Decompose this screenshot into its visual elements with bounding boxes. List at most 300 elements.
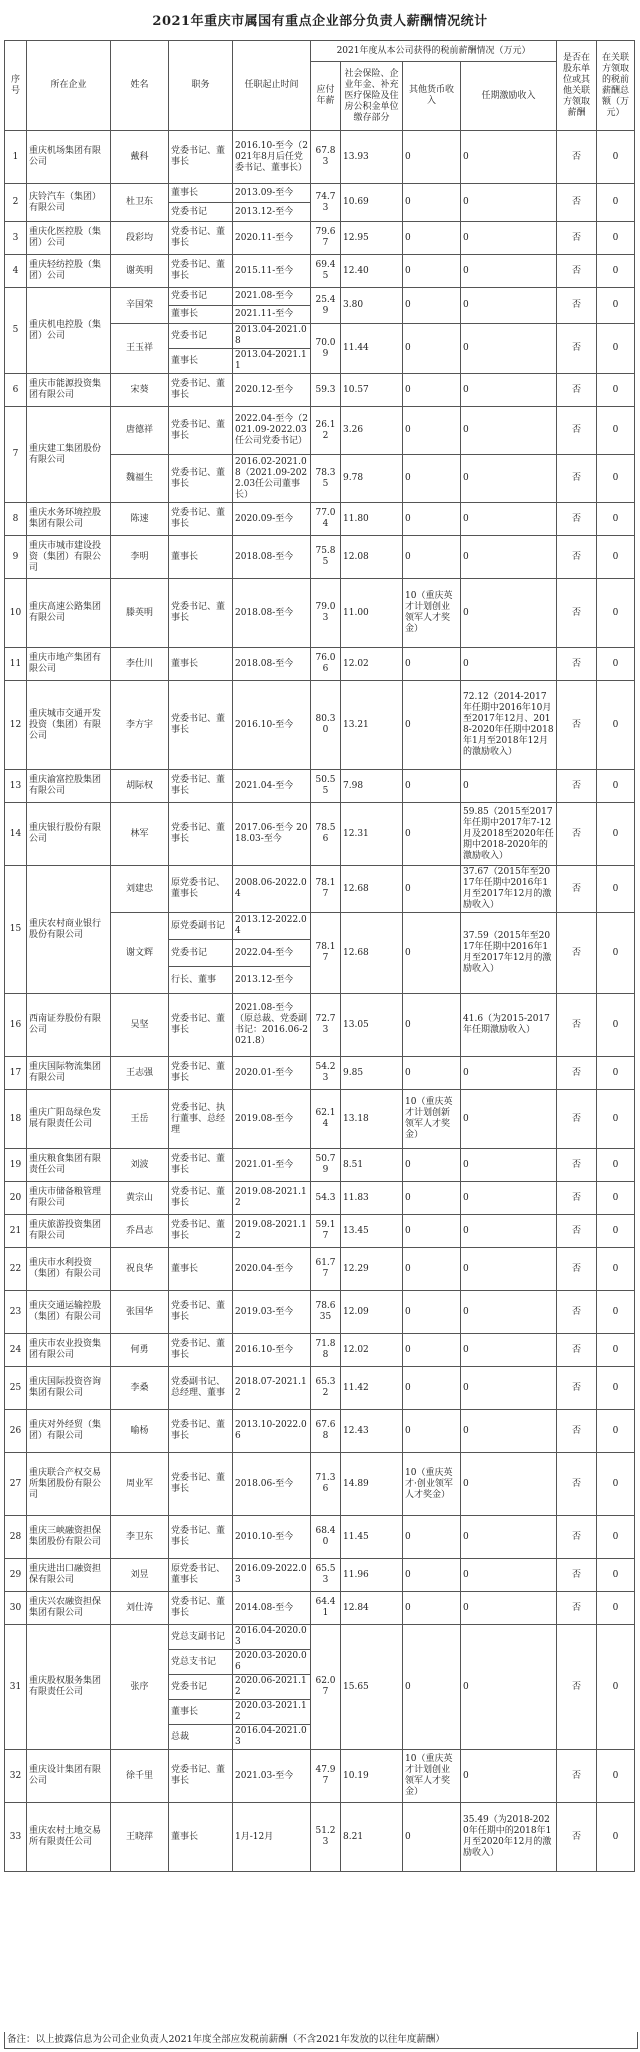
row-related-pay: 0 — [597, 1367, 635, 1410]
row-related-pay: 0 — [597, 681, 635, 770]
col-position: 职务 — [169, 41, 233, 131]
row-term: 2021.08-至今（原总裁、党委副书记：2016.06-2021.8） — [233, 994, 311, 1057]
row-social-insurance: 13.05 — [341, 994, 403, 1057]
row-other-income: 0 — [403, 1334, 461, 1367]
row-term: 2018.08-至今 — [233, 648, 311, 681]
table-row — [5, 1750, 635, 1803]
row-term: 2018.08-至今 — [233, 536, 311, 579]
row-term: 1月-12月 — [233, 1803, 311, 1872]
row-seq: 3 — [5, 222, 27, 255]
row-annual-salary: 68.40 — [311, 1516, 341, 1559]
table-row — [5, 222, 635, 255]
row-name: 刘仕涛 — [111, 1592, 169, 1625]
row-company: 重庆对外经贸（集团）有限公司 — [27, 1410, 111, 1453]
row-related-pay: 0 — [597, 288, 635, 324]
salary-table — [4, 40, 635, 1872]
row-term: 2021.08-至今 — [233, 288, 311, 306]
row-annual-salary: 74.73 — [311, 184, 341, 222]
row-social-insurance: 12.68 — [341, 913, 403, 994]
col-incentive: 任期激励收入 — [461, 62, 557, 131]
row-related-pay: 0 — [597, 913, 635, 994]
row-social-insurance: 9.78 — [341, 455, 403, 503]
row-term: 2013.04-2021.08 — [233, 324, 311, 349]
row-company: 重庆建工集团股份有限公司 — [27, 407, 111, 503]
row-annual-salary: 70.09 — [311, 324, 341, 374]
row-shareholder-pay: 否 — [557, 1625, 597, 1750]
table-row — [5, 184, 635, 203]
row-term: 2018.06-至今 — [233, 1453, 311, 1516]
table-row — [5, 681, 635, 770]
row-related-pay: 0 — [597, 1592, 635, 1625]
row-shareholder-pay: 否 — [557, 1750, 597, 1803]
row-annual-salary: 62.14 — [311, 1090, 341, 1149]
table-row — [5, 1182, 635, 1215]
row-social-insurance: 9.85 — [341, 1057, 403, 1090]
row-term: 2016.09-2022.03 — [233, 1559, 311, 1592]
row-shareholder-pay: 否 — [557, 324, 597, 374]
table-row — [5, 536, 635, 579]
row-position: 党委书记、董事长 — [169, 1592, 233, 1625]
row-position: 党委书记 — [169, 288, 233, 306]
row-name: 刘昱 — [111, 1559, 169, 1592]
row-shareholder-pay: 否 — [557, 1215, 597, 1248]
row-shareholder-pay: 否 — [557, 222, 597, 255]
row-social-insurance: 12.43 — [341, 1410, 403, 1453]
row-shareholder-pay: 否 — [557, 503, 597, 536]
row-social-insurance: 12.29 — [341, 1248, 403, 1291]
row-related-pay: 0 — [597, 503, 635, 536]
row-incentive: 0 — [461, 1291, 557, 1334]
table-row — [5, 579, 635, 648]
row-incentive: 0 — [461, 579, 557, 648]
header-row-1 — [5, 41, 635, 62]
row-related-pay: 0 — [597, 994, 635, 1057]
row-annual-salary: 67.83 — [311, 131, 341, 184]
row-incentive: 0 — [461, 1057, 557, 1090]
col-group: 2021年度从本公司获得的税前薪酬情况（万元） — [311, 41, 557, 62]
row-position: 原党委书记、董事长 — [169, 866, 233, 913]
row-shareholder-pay: 否 — [557, 1057, 597, 1090]
row-related-pay: 0 — [597, 324, 635, 374]
page-title: 2021年重庆市属国有重点企业部分负责人薪酬情况统计 — [152, 14, 488, 29]
row-shareholder-pay: 否 — [557, 648, 597, 681]
row-company: 重庆市城市建设投资（集团）有限公司 — [27, 536, 111, 579]
row-other-income: 0 — [403, 455, 461, 503]
row-social-insurance: 12.02 — [341, 1334, 403, 1367]
row-shareholder-pay: 否 — [557, 1149, 597, 1182]
table-row — [5, 1559, 635, 1592]
row-position: 党委书记、董事长 — [169, 994, 233, 1057]
row-name: 唐德祥 — [111, 407, 169, 455]
row-seq: 32 — [5, 1750, 27, 1803]
row-term: 2020.01-至今 — [233, 1057, 311, 1090]
row-related-pay: 0 — [597, 1625, 635, 1750]
row-social-insurance: 15.65 — [341, 1625, 403, 1750]
row-incentive: 0 — [461, 1750, 557, 1803]
row-term: 2018.07-2021.12 — [233, 1367, 311, 1410]
row-incentive: 0 — [461, 1410, 557, 1453]
row-term: 2020.06-2021.12 — [233, 1675, 311, 1700]
row-position: 总裁 — [169, 1725, 233, 1750]
row-other-income: 10（重庆英才计划创业领军人才奖金） — [403, 1750, 461, 1803]
row-name: 徐千里 — [111, 1750, 169, 1803]
row-incentive: 0 — [461, 503, 557, 536]
row-seq: 16 — [5, 994, 27, 1057]
row-position: 董事长 — [169, 349, 233, 374]
row-position: 党委书记 — [169, 1675, 233, 1700]
row-term: 2013.04-2021.11 — [233, 349, 311, 374]
row-seq: 1 — [5, 131, 27, 184]
row-annual-salary: 54.23 — [311, 1057, 341, 1090]
row-company: 重庆机场集团有限公司 — [27, 131, 111, 184]
row-company: 重庆交通运输控股（集团）有限公司 — [27, 1291, 111, 1334]
row-name: 刘建忠 — [111, 866, 169, 913]
row-name: 周业军 — [111, 1453, 169, 1516]
table-body — [5, 131, 635, 1872]
row-seq: 13 — [5, 770, 27, 803]
row-annual-salary: 76.06 — [311, 648, 341, 681]
row-other-income: 0 — [403, 1215, 461, 1248]
row-annual-salary: 75.85 — [311, 536, 341, 579]
row-other-income: 0 — [403, 1057, 461, 1090]
row-position: 党委书记、董事长 — [169, 503, 233, 536]
row-social-insurance: 11.00 — [341, 579, 403, 648]
row-seq: 28 — [5, 1516, 27, 1559]
table-row — [5, 866, 635, 913]
row-other-income: 0 — [403, 770, 461, 803]
row-company: 重庆市能源投资集团有限公司 — [27, 374, 111, 407]
table-row — [5, 1291, 635, 1334]
row-other-income: 0 — [403, 255, 461, 288]
row-annual-salary: 64.41 — [311, 1592, 341, 1625]
row-other-income: 0 — [403, 1625, 461, 1750]
row-position: 董事长 — [169, 1803, 233, 1872]
row-other-income: 0 — [403, 1410, 461, 1453]
table-row — [5, 648, 635, 681]
row-related-pay: 0 — [597, 1215, 635, 1248]
row-related-pay: 0 — [597, 374, 635, 407]
row-shareholder-pay: 否 — [557, 184, 597, 222]
row-incentive: 0 — [461, 1149, 557, 1182]
row-incentive: 59.85（2015至2017年任期中2017年7-12月及2018至2020年任期中2018-2020年的激励收入） — [461, 803, 557, 866]
row-social-insurance: 13.21 — [341, 681, 403, 770]
row-incentive: 0 — [461, 131, 557, 184]
row-position: 党委书记、董事长 — [169, 407, 233, 455]
row-position: 董事长 — [169, 648, 233, 681]
row-seq: 12 — [5, 681, 27, 770]
row-position: 党总支副书记 — [169, 1625, 233, 1650]
row-related-pay: 0 — [597, 131, 635, 184]
row-term: 2016.04-2020.03 — [233, 1625, 311, 1650]
row-incentive: 0 — [461, 1215, 557, 1248]
row-related-pay: 0 — [597, 222, 635, 255]
row-seq: 7 — [5, 407, 27, 503]
row-term: 2015.11-至今 — [233, 255, 311, 288]
table-row — [5, 1334, 635, 1367]
row-shareholder-pay: 否 — [557, 1248, 597, 1291]
row-shareholder-pay: 否 — [557, 1182, 597, 1215]
row-annual-salary: 72.73 — [311, 994, 341, 1057]
row-term: 2013.10-2022.06 — [233, 1410, 311, 1453]
row-company: 重庆股权服务集团有限责任公司 — [27, 1625, 111, 1750]
row-name: 王玉祥 — [111, 324, 169, 374]
table-row — [5, 407, 635, 455]
row-other-income: 0 — [403, 222, 461, 255]
row-term: 2013.09-至今 — [233, 184, 311, 203]
row-incentive: 72.12（2014-2017年任期中2016年10月至2017年12月、2018-2020年任期中2018年1月至2018年12月的激励收入） — [461, 681, 557, 770]
row-social-insurance: 10.57 — [341, 374, 403, 407]
row-term: 2019.08-2021.12 — [233, 1215, 311, 1248]
table-row — [5, 1248, 635, 1291]
row-social-insurance: 11.80 — [341, 503, 403, 536]
row-social-insurance: 3.80 — [341, 288, 403, 324]
row-incentive: 0 — [461, 407, 557, 455]
table-row — [5, 1516, 635, 1559]
row-related-pay: 0 — [597, 1750, 635, 1803]
row-position: 党委书记、董事长 — [169, 681, 233, 770]
row-term: 2010.10-至今 — [233, 1516, 311, 1559]
row-term: 2014.08-至今 — [233, 1592, 311, 1625]
row-position: 党委书记、董事长 — [169, 1149, 233, 1182]
row-other-income: 0 — [403, 994, 461, 1057]
row-related-pay: 0 — [597, 1453, 635, 1516]
row-name: 张国华 — [111, 1291, 169, 1334]
row-shareholder-pay: 否 — [557, 407, 597, 455]
row-social-insurance: 12.02 — [341, 648, 403, 681]
row-company: 重庆联合产权交易所集团股份有限公司 — [27, 1453, 111, 1516]
row-incentive: 37.59（2015年至2017年任期中2016年1月至2017年12月的激励收入） — [461, 913, 557, 994]
table-row — [5, 131, 635, 184]
row-annual-salary: 51.23 — [311, 1803, 341, 1872]
row-annual-salary: 78.17 — [311, 866, 341, 913]
row-shareholder-pay: 否 — [557, 1410, 597, 1453]
row-incentive: 0 — [461, 1516, 557, 1559]
row-other-income: 0 — [403, 407, 461, 455]
row-incentive: 0 — [461, 374, 557, 407]
row-other-income: 0 — [403, 184, 461, 222]
row-social-insurance: 11.45 — [341, 1516, 403, 1559]
row-related-pay: 0 — [597, 407, 635, 455]
row-other-income: 0 — [403, 1291, 461, 1334]
row-company: 重庆水务环境控股集团有限公司 — [27, 503, 111, 536]
row-name: 王晓萍 — [111, 1803, 169, 1872]
row-position: 董事长 — [169, 536, 233, 579]
row-position: 党委书记 — [169, 940, 233, 967]
row-position: 党委书记、董事长 — [169, 1516, 233, 1559]
row-term: 2021.04-至今 — [233, 770, 311, 803]
row-position: 行长、董事 — [169, 967, 233, 994]
row-name: 李明 — [111, 536, 169, 579]
row-seq: 2 — [5, 184, 27, 222]
row-term: 2016.04-2021.03 — [233, 1725, 311, 1750]
row-annual-salary: 79.67 — [311, 222, 341, 255]
row-position: 党委书记、董事长 — [169, 1453, 233, 1516]
row-other-income: 0 — [403, 1516, 461, 1559]
row-shareholder-pay: 否 — [557, 803, 597, 866]
row-name: 何勇 — [111, 1334, 169, 1367]
row-annual-salary: 54.3 — [311, 1182, 341, 1215]
row-seq: 4 — [5, 255, 27, 288]
row-seq: 21 — [5, 1215, 27, 1248]
row-shareholder-pay: 否 — [557, 255, 597, 288]
row-social-insurance: 14.89 — [341, 1453, 403, 1516]
row-other-income: 10（重庆英才计划创新领军人才奖金） — [403, 1090, 461, 1149]
row-related-pay: 0 — [597, 1090, 635, 1149]
row-term: 2016.10-至今（2021年8月后任党委书记、董事长） — [233, 131, 311, 184]
col-term: 任职起止时间 — [233, 41, 311, 131]
row-other-income: 0 — [403, 536, 461, 579]
row-related-pay: 0 — [597, 184, 635, 222]
col-social-insurance: 社会保险、企业年金、补充医疗保险及住房公积金单位缴存部分 — [341, 62, 403, 131]
table-row — [5, 1149, 635, 1182]
row-related-pay: 0 — [597, 1291, 635, 1334]
table-row — [5, 255, 635, 288]
row-incentive: 0 — [461, 1625, 557, 1750]
row-related-pay: 0 — [597, 1559, 635, 1592]
row-other-income: 0 — [403, 1182, 461, 1215]
table-row — [5, 1453, 635, 1516]
row-shareholder-pay: 否 — [557, 994, 597, 1057]
table-row — [5, 994, 635, 1057]
row-name: 魏福生 — [111, 455, 169, 503]
row-related-pay: 0 — [597, 648, 635, 681]
row-annual-salary: 65.53 — [311, 1559, 341, 1592]
row-position: 党总支书记 — [169, 1650, 233, 1675]
row-social-insurance: 10.69 — [341, 184, 403, 222]
row-company: 重庆银行股份有限公司 — [27, 803, 111, 866]
row-related-pay: 0 — [597, 579, 635, 648]
row-other-income: 10（重庆英才·创业领军人才奖金） — [403, 1453, 461, 1516]
row-other-income: 0 — [403, 1367, 461, 1410]
row-position: 党委书记、董事长 — [169, 579, 233, 648]
row-seq: 33 — [5, 1803, 27, 1872]
table-row — [5, 1057, 635, 1090]
row-annual-salary: 78.35 — [311, 455, 341, 503]
row-company: 重庆机电控股（集团）公司 — [27, 288, 111, 374]
row-social-insurance: 12.68 — [341, 866, 403, 913]
row-incentive: 0 — [461, 1453, 557, 1516]
row-position: 党委书记、董事长 — [169, 1057, 233, 1090]
row-annual-salary: 79.03 — [311, 579, 341, 648]
row-annual-salary: 78.635 — [311, 1291, 341, 1334]
row-incentive: 0 — [461, 184, 557, 222]
row-other-income: 0 — [403, 866, 461, 913]
row-company: 重庆化医控股（集团）公司 — [27, 222, 111, 255]
table-row — [5, 374, 635, 407]
row-company: 西南证券股份有限公司 — [27, 994, 111, 1057]
row-other-income: 0 — [403, 1149, 461, 1182]
row-shareholder-pay: 否 — [557, 681, 597, 770]
row-position: 董事长 — [169, 1700, 233, 1725]
row-position: 党委书记、董事长 — [169, 1334, 233, 1367]
row-incentive: 0 — [461, 770, 557, 803]
row-name: 黄宗山 — [111, 1182, 169, 1215]
row-shareholder-pay: 否 — [557, 1291, 597, 1334]
row-term: 2018.08-至今 — [233, 579, 311, 648]
row-name: 谢英明 — [111, 255, 169, 288]
row-name: 张序 — [111, 1625, 169, 1750]
row-incentive: 0 — [461, 255, 557, 288]
table-row — [5, 288, 635, 306]
row-related-pay: 0 — [597, 803, 635, 866]
row-company: 重庆市农业投资集团有限公司 — [27, 1334, 111, 1367]
row-term: 2020.03-2021.12 — [233, 1700, 311, 1725]
row-term: 2020.11-至今 — [233, 222, 311, 255]
row-annual-salary: 78.56 — [311, 803, 341, 866]
row-social-insurance: 3.26 — [341, 407, 403, 455]
row-company: 重庆旅游投资集团有限公司 — [27, 1215, 111, 1248]
row-social-insurance: 11.83 — [341, 1182, 403, 1215]
row-related-pay: 0 — [597, 1149, 635, 1182]
row-annual-salary: 26.12 — [311, 407, 341, 455]
row-position: 董事长 — [169, 1248, 233, 1291]
row-term: 2013.12-至今 — [233, 203, 311, 222]
row-incentive: 0 — [461, 1248, 557, 1291]
row-incentive: 0 — [461, 1559, 557, 1592]
row-term: 2022.04-至今（2021.09-2022.03任公司党委书记） — [233, 407, 311, 455]
row-seq: 22 — [5, 1248, 27, 1291]
row-seq: 29 — [5, 1559, 27, 1592]
row-seq: 10 — [5, 579, 27, 648]
row-seq: 20 — [5, 1182, 27, 1215]
row-annual-salary: 77.04 — [311, 503, 341, 536]
row-social-insurance: 13.18 — [341, 1090, 403, 1149]
row-annual-salary: 59.3 — [311, 374, 341, 407]
row-company: 重庆农村土地交易所有限责任公司 — [27, 1803, 111, 1872]
row-social-insurance: 7.98 — [341, 770, 403, 803]
row-position: 党委书记、董事长 — [169, 770, 233, 803]
table-row — [5, 1625, 635, 1650]
row-term: 2020.04-至今 — [233, 1248, 311, 1291]
row-annual-salary: 61.77 — [311, 1248, 341, 1291]
row-shareholder-pay: 否 — [557, 579, 597, 648]
row-name: 王岳 — [111, 1090, 169, 1149]
row-related-pay: 0 — [597, 455, 635, 503]
row-company: 重庆国际投资咨询集团有限公司 — [27, 1367, 111, 1410]
row-shareholder-pay: 否 — [557, 1516, 597, 1559]
row-company: 重庆兴农融资担保集团有限公司 — [27, 1592, 111, 1625]
row-incentive: 0 — [461, 222, 557, 255]
table-row — [5, 1592, 635, 1625]
col-seq: 序号 — [5, 41, 27, 131]
row-annual-salary: 50.55 — [311, 770, 341, 803]
row-incentive: 0 — [461, 536, 557, 579]
row-annual-salary: 59.17 — [311, 1215, 341, 1248]
row-position: 党委书记、董事长 — [169, 255, 233, 288]
table-row — [5, 1215, 635, 1248]
row-annual-salary: 71.36 — [311, 1453, 341, 1516]
row-term: 2019.03-至今 — [233, 1291, 311, 1334]
row-company: 重庆粮食集团有限责任公司 — [27, 1149, 111, 1182]
row-position: 党委书记、董事长 — [169, 1410, 233, 1453]
row-company: 重庆设计集团有限公司 — [27, 1750, 111, 1803]
row-other-income: 0 — [403, 288, 461, 324]
row-position: 党委书记、执行董事、总经理 — [169, 1090, 233, 1149]
table-row — [5, 803, 635, 866]
row-incentive: 0 — [461, 324, 557, 374]
row-social-insurance: 11.96 — [341, 1559, 403, 1592]
row-term: 2020.03-2020.06 — [233, 1650, 311, 1675]
row-related-pay: 0 — [597, 255, 635, 288]
row-incentive: 35.49（为2018-2020年任期中的2018年1月至2020年12月的激励收入） — [461, 1803, 557, 1872]
col-annual-salary: 应付年薪 — [311, 62, 341, 131]
row-position: 党委书记、董事长 — [169, 1182, 233, 1215]
row-shareholder-pay: 否 — [557, 1803, 597, 1872]
row-other-income: 0 — [403, 1559, 461, 1592]
row-shareholder-pay: 否 — [557, 1559, 597, 1592]
col-company: 所在企业 — [27, 41, 111, 131]
row-position: 原党委书记、董事长 — [169, 1559, 233, 1592]
